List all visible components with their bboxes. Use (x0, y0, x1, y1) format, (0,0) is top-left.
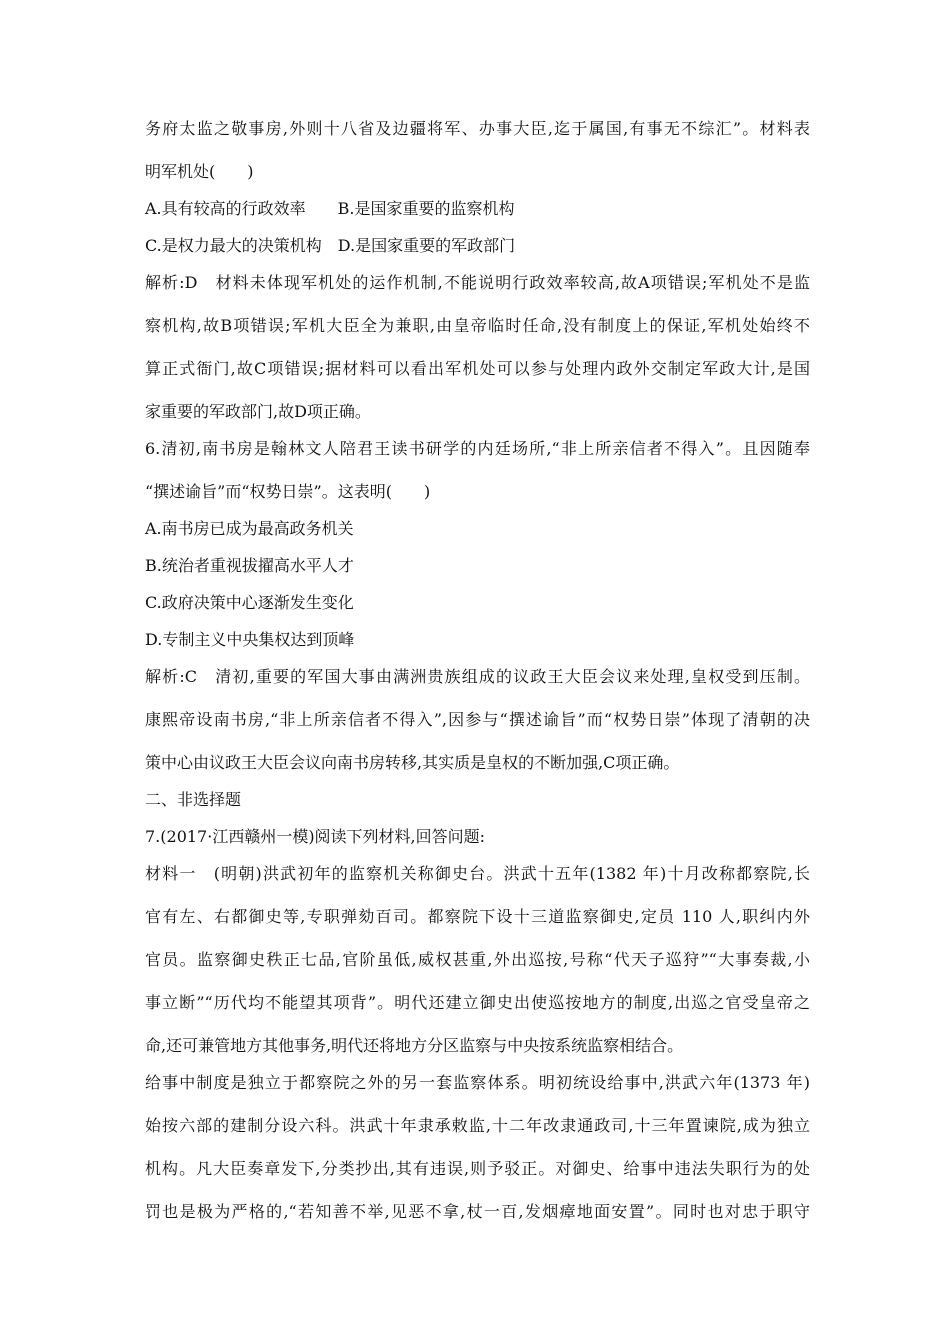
q6-stem-line-2: “撰述谕旨”而“权势日崇”。这表明( ) (145, 482, 431, 501)
q7-material1-line-4: 事立断”“历代均不能望其项背”。明代还建立御史出使巡按地方的制度,出巡之官受皇帝之 (145, 993, 810, 1012)
q7-material1b-line-4: 罚也是极为严格的,“若知善不举,见恶不拿,杖一百,发烟瘴地面安置”。同时也对忠于职守 (145, 1202, 810, 1221)
q5-analysis-line-4: 家重要的军政部门,故D项正确。 (145, 402, 371, 421)
q5-analysis-line-3: 算正式衙门,故C项错误;据材料可以看出军机处可以参与处理内政外交制定军政大计,是国 (145, 359, 810, 378)
q6-option-a: A.南书房已成为最高政务机关 (145, 519, 354, 538)
q6-option-c: C.政府决策中心逐渐发生变化 (145, 593, 354, 612)
q7-material1b-line-1: 给事中制度是独立于都察院之外的另一套监察体系。明初统设给事中,洪武六年(1373 年) (145, 1073, 810, 1092)
section-heading: 二、非选择题 (145, 790, 242, 809)
q7-material1-line-1: 材料一 (明朝)洪武初年的监察机关称御史台。洪武十五年(1382 年)十月改称都察院,长 (145, 864, 810, 883)
q6-analysis-line-1: 解析:C 清初,重要的军国大事由满洲贵族组成的议政王大臣会议来处理,皇权受到压制。 (145, 667, 810, 686)
q7-material1-line-2: 官有左、右都御史等,专职弹劾百司。都察院下设十三道监察御史,定员 110 人,职纠内外 (145, 907, 810, 926)
q5-option-row-2: C.是权力最大的决策机构 D.是国家重要的军政部门 (145, 236, 516, 255)
q6-stem-line-1: 6.清初,南书房是翰林文人陪君王读书研学的内廷场所,“非上所亲信者不得入”。且因随奉 (145, 439, 810, 458)
q5-stem-line-1: 务府太监之敬事房,外则十八省及边疆将军、办事大臣,迄于属国,有事无不综汇”。材料表 (145, 119, 810, 138)
q6-analysis-line-2: 康熙帝设南书房,“非上所亲信者不得入”,因参与“撰述谕旨”而“权势日崇”体现了清朝的决 (145, 710, 810, 729)
q7-stem: 7.(2017·江西赣州一模)阅读下列材料,回答问题: (145, 827, 486, 846)
q7-material1-line-5: 命,还可兼管地方其他事务,明代还将地方分区监察与中央按系统监察相结合。 (145, 1036, 684, 1055)
document-page (145, 119, 810, 1245)
q5-option-row-1: A.具有较高的行政效率 B.是国家重要的监察机构 (145, 199, 515, 218)
q5-analysis-line-1: 解析:D 材料未体现军机处的运作机制,不能说明行政效率较高,故A项错误;军机处不是监 (145, 273, 810, 292)
q5-stem-line-2: 明军机处( ) (145, 162, 254, 181)
q6-option-b: B.统治者重视拔擢高水平人才 (145, 556, 354, 575)
q6-analysis-line-3: 策中心由议政王大臣会议向南书房转移,其实质是皇权的不断加强,C项正确。 (145, 753, 680, 772)
q7-material1-line-3: 官员。监察御史秩正七品,官阶虽低,威权甚重,外出巡按,号称“代天子巡狩”“大事奏裁,小 (145, 950, 810, 969)
q6-option-d: D.专制主义中央集权达到顶峰 (145, 630, 355, 649)
q7-material1b-line-2: 始按六部的建制分设六科。洪武十年隶承敕监,十二年改隶通政司,十三年置谏院,成为独立 (145, 1116, 810, 1135)
q5-analysis-line-2: 察机构,故B项错误;军机大臣全为兼职,由皇帝临时任命,没有制度上的保证,军机处始终不 (145, 316, 810, 335)
q7-material1b-line-3: 机构。凡大臣奏章发下,分类抄出,其有违误,则予驳正。对御史、给事中违法失职行为的处 (145, 1159, 810, 1178)
